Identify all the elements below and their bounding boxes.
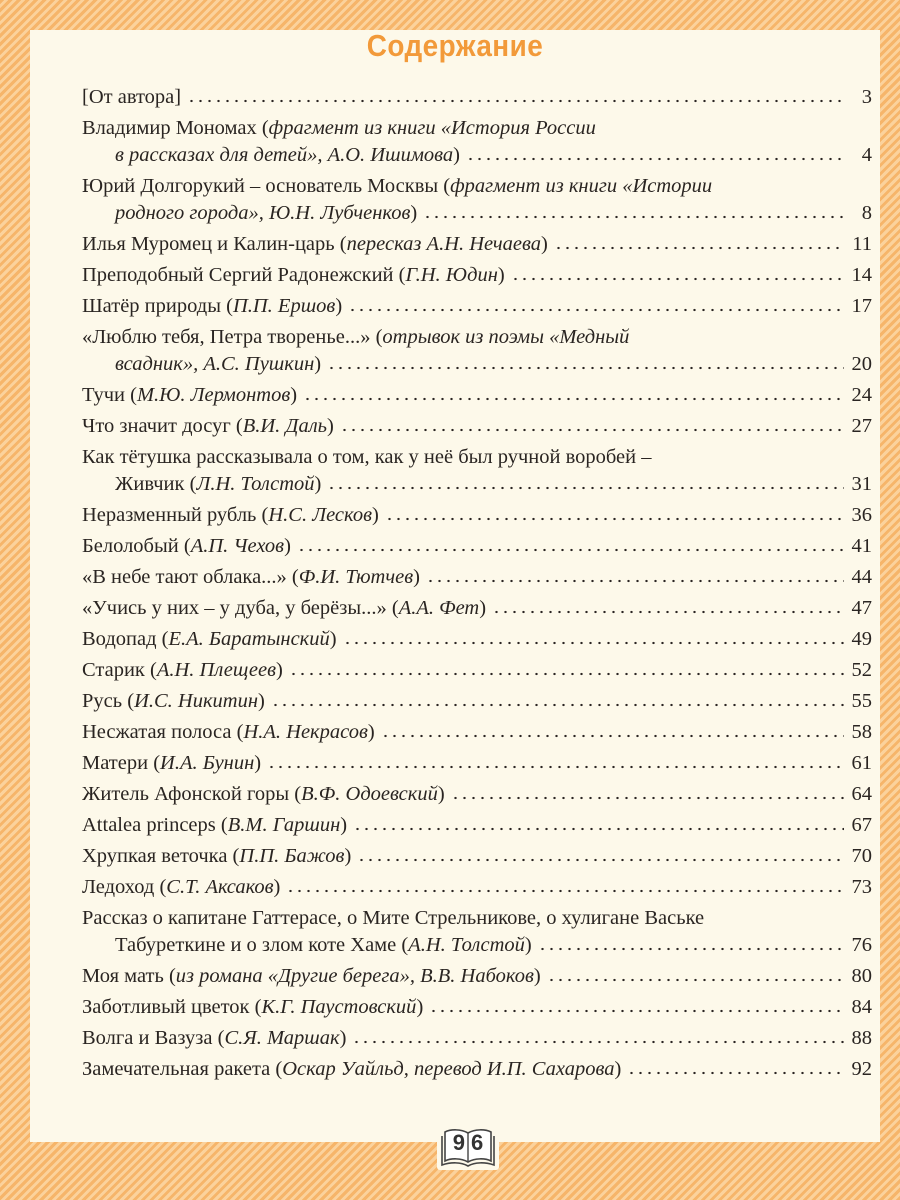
dot-leader bbox=[343, 641, 844, 645]
toc-entry-title: ) bbox=[410, 202, 418, 224]
toc-entry-title: ) bbox=[327, 415, 334, 437]
dot-leader bbox=[451, 796, 844, 800]
toc-entry bbox=[82, 84, 872, 111]
toc-entry-title: ) bbox=[339, 1027, 347, 1049]
dot-leader bbox=[286, 889, 844, 893]
toc-entry-title: ) bbox=[479, 597, 487, 619]
toc-entry-line bbox=[82, 626, 872, 653]
toc-entry-title: Владимир Мономах ( bbox=[82, 117, 269, 139]
toc-entry bbox=[82, 719, 872, 746]
toc-entry bbox=[82, 657, 872, 684]
toc-entry-title: ) bbox=[413, 566, 420, 588]
dot-leader bbox=[492, 610, 844, 614]
toc-page-number: 41 bbox=[851, 535, 872, 557]
toc-entry-note: П.П. Ершов bbox=[232, 295, 336, 317]
dot-leader bbox=[297, 548, 844, 552]
toc-entry-title: Тучи ( bbox=[82, 384, 137, 406]
toc-entry-title: Житель Афонской горы ( bbox=[82, 783, 302, 805]
toc-entry-note: И.С. Никитин bbox=[134, 690, 259, 712]
toc-entry-note: В.И. Даль bbox=[242, 415, 327, 437]
toc-entry bbox=[82, 262, 872, 289]
toc-page-number: 8 bbox=[861, 202, 872, 224]
toc-entry-line bbox=[82, 142, 872, 169]
toc-entry-title: Attalea princeps ( bbox=[82, 814, 228, 836]
table-of-contents bbox=[82, 84, 872, 1087]
toc-entry-note: фрагмент из книги «Истории bbox=[450, 175, 713, 197]
toc-entry-title: ) bbox=[284, 535, 291, 557]
toc-page-number: 73 bbox=[851, 876, 872, 898]
toc-entry-title: ) bbox=[453, 144, 460, 166]
toc-entry-note: А.Н. Плещеев bbox=[156, 659, 276, 681]
dot-leader bbox=[426, 579, 844, 583]
toc-entry-line bbox=[82, 1025, 872, 1052]
toc-entry-title: Старик ( bbox=[82, 659, 157, 681]
toc-entry-title: ) bbox=[335, 295, 343, 317]
toc-entry-line bbox=[82, 564, 872, 591]
page-number-badge bbox=[437, 1124, 499, 1170]
toc-entry-title: Илья Муромец и Калин-царь ( bbox=[82, 233, 347, 255]
toc-entry bbox=[82, 994, 872, 1021]
toc-entry-title: ) bbox=[290, 384, 298, 406]
toc-entry-line bbox=[82, 324, 872, 351]
toc-entry-title: ) bbox=[524, 934, 532, 956]
dot-leader bbox=[303, 397, 844, 401]
dot-leader bbox=[340, 428, 844, 432]
toc-entry bbox=[82, 564, 872, 591]
toc-entry-line bbox=[82, 719, 872, 746]
dot-leader bbox=[357, 858, 844, 862]
toc-entry bbox=[82, 382, 872, 409]
toc-entry-line bbox=[82, 874, 872, 901]
dot-leader bbox=[348, 308, 844, 312]
toc-page-number: 4 bbox=[861, 144, 872, 166]
toc-entry-title: Что значит досуг ( bbox=[82, 415, 243, 437]
toc-entry-title: ) bbox=[541, 233, 548, 255]
toc-entry-title: «Учись у них – у дуба, у берёзы...» ( bbox=[82, 597, 399, 619]
toc-entry bbox=[82, 874, 872, 901]
dot-leader bbox=[187, 99, 844, 103]
toc-page-number: 61 bbox=[851, 752, 872, 774]
dot-leader bbox=[554, 246, 844, 250]
toc-entry bbox=[82, 444, 872, 498]
toc-entry bbox=[82, 595, 872, 622]
toc-entry-note: А.Н. Толстой bbox=[408, 934, 525, 956]
toc-entry-line bbox=[82, 413, 872, 440]
dot-leader bbox=[466, 157, 844, 161]
toc-page-number: 20 bbox=[851, 353, 872, 375]
toc-entry-note: Ф.И. Тютчев bbox=[298, 566, 414, 588]
dot-leader bbox=[547, 978, 844, 982]
toc-entry-line bbox=[82, 812, 872, 839]
toc-entry-title: Водопад ( bbox=[82, 628, 169, 650]
toc-page-number: 80 bbox=[851, 965, 872, 987]
toc-entry-title: Матери ( bbox=[82, 752, 161, 774]
toc-entry-title: Живчик ( bbox=[115, 473, 197, 495]
toc-entry-title: ) bbox=[314, 353, 322, 375]
toc-entry bbox=[82, 963, 872, 990]
toc-entry-title: [От автора] bbox=[82, 86, 182, 108]
toc-entry-title: Моя мать ( bbox=[82, 965, 176, 987]
toc-entry-title: Хрупкая веточка ( bbox=[82, 845, 240, 867]
toc-entry-title: ) bbox=[497, 264, 505, 286]
toc-entry bbox=[82, 231, 872, 258]
toc-entry-title: Замечательная ракета ( bbox=[82, 1058, 283, 1080]
toc-entry-line bbox=[82, 293, 872, 320]
toc-page-number: 52 bbox=[851, 659, 872, 681]
toc-entry-title: ) bbox=[273, 876, 281, 898]
toc-entry-title: Табуреткине и о злом коте Хаме ( bbox=[115, 934, 409, 956]
toc-entry-note: Н.А. Некрасов bbox=[243, 721, 368, 743]
toc-entry-line bbox=[82, 351, 872, 378]
toc-entry-note: А.А. Фет bbox=[398, 597, 480, 619]
toc-entry bbox=[82, 781, 872, 808]
toc-page-number: 84 bbox=[851, 996, 872, 1018]
toc-entry-line bbox=[82, 84, 872, 111]
toc-entry-note: Е.А. Баратынский bbox=[168, 628, 330, 650]
toc-entry-note: в рассказах для детей», А.О. Ишимова bbox=[115, 144, 454, 166]
toc-entry-title: Белолобый ( bbox=[82, 535, 191, 557]
toc-entry-title: Ледоход ( bbox=[82, 876, 167, 898]
page bbox=[30, 30, 880, 1142]
toc-page-number: 64 bbox=[851, 783, 872, 805]
toc-entry bbox=[82, 502, 872, 529]
toc-entry-title: Как тётушка рассказывала о том, как у неё был ручной воробей – bbox=[82, 446, 652, 468]
toc-entry bbox=[82, 293, 872, 320]
toc-entry bbox=[82, 843, 872, 870]
toc-entry bbox=[82, 1025, 872, 1052]
toc-entry-title: Волга и Вазуза ( bbox=[82, 1027, 225, 1049]
toc-entry-line bbox=[82, 1056, 872, 1083]
toc-entry-note: из романа «Другие берега», В.В. Набоков bbox=[175, 965, 534, 987]
toc-entry-line bbox=[82, 994, 872, 1021]
toc-page-number: 3 bbox=[861, 86, 872, 108]
toc-entry-title: Неразменный рубль ( bbox=[82, 504, 269, 526]
toc-entry-title: Преподобный Сергий Радонежский ( bbox=[82, 264, 406, 286]
toc-entry-note: Л.Н. Толстой bbox=[196, 473, 315, 495]
toc-entry-title: ) bbox=[340, 814, 348, 836]
toc-page-number: 36 bbox=[851, 504, 872, 526]
toc-page-number: 17 bbox=[851, 295, 872, 317]
toc-entry-line bbox=[82, 115, 872, 142]
dot-leader bbox=[353, 827, 844, 831]
dot-leader bbox=[381, 734, 844, 738]
toc-entry-title: Русь ( bbox=[82, 690, 135, 712]
toc-entry-note: Оскар Уайльд, перевод И.П. Сахарова bbox=[282, 1058, 615, 1080]
toc-entry bbox=[82, 1056, 872, 1083]
toc-entry-title: Юрий Долгорукий – основатель Москвы ( bbox=[82, 175, 451, 197]
toc-entry-note: пересказ А.Н. Нечаева bbox=[346, 233, 542, 255]
toc-entry bbox=[82, 173, 872, 227]
toc-page-number: 47 bbox=[851, 597, 872, 619]
dot-leader bbox=[385, 517, 844, 521]
toc-entry-note: С.Я. Маршак bbox=[224, 1027, 340, 1049]
dot-leader bbox=[352, 1040, 844, 1044]
toc-entry-line bbox=[82, 932, 872, 959]
toc-entry bbox=[82, 812, 872, 839]
toc-entry bbox=[82, 413, 872, 440]
toc-entry-line bbox=[82, 905, 872, 932]
toc-entry-title: ) bbox=[314, 473, 322, 495]
dot-leader bbox=[423, 215, 844, 219]
toc-entry-title: ) bbox=[416, 996, 424, 1018]
toc-entry-title: ) bbox=[344, 845, 352, 867]
toc-entry-line bbox=[82, 843, 872, 870]
toc-page-number: 31 bbox=[851, 473, 872, 495]
toc-entry-note: родного города», Ю.Н. Лубченков bbox=[115, 202, 411, 224]
toc-entry bbox=[82, 750, 872, 777]
toc-entry-note: В.М. Гаршин bbox=[227, 814, 341, 836]
dot-leader bbox=[327, 486, 844, 490]
toc-entry-line bbox=[82, 262, 872, 289]
toc-entry bbox=[82, 533, 872, 560]
toc-entry-title: Рассказ о капитане Гаттерасе, о Мите Стрельникове, о хулигане Ваське bbox=[82, 907, 705, 929]
toc-entry-line bbox=[82, 688, 872, 715]
toc-entry bbox=[82, 905, 872, 959]
dot-leader bbox=[267, 765, 844, 769]
toc-entry-line bbox=[82, 533, 872, 560]
toc-page-number: 27 bbox=[851, 415, 872, 437]
toc-entry-line bbox=[82, 382, 872, 409]
toc-entry-title: Заботливый цветок ( bbox=[82, 996, 262, 1018]
toc-entry-line bbox=[82, 781, 872, 808]
toc-entry-title: ) bbox=[437, 783, 445, 805]
toc-entry-note: В.Ф. Одоевский bbox=[301, 783, 438, 805]
toc-entry-line bbox=[82, 963, 872, 990]
toc-page-number: 44 bbox=[851, 566, 872, 588]
toc-entry-title: ) bbox=[254, 752, 262, 774]
dot-leader bbox=[511, 277, 844, 281]
toc-entry bbox=[82, 626, 872, 653]
toc-page-number: 92 bbox=[851, 1058, 872, 1080]
toc-page-number: 76 bbox=[851, 934, 872, 956]
toc-page-number: 88 bbox=[851, 1027, 872, 1049]
toc-entry bbox=[82, 115, 872, 169]
toc-entry-line bbox=[82, 444, 872, 471]
toc-entry bbox=[82, 324, 872, 378]
toc-entry-note: П.П. Бажов bbox=[239, 845, 345, 867]
toc-entry-title: ) bbox=[614, 1058, 622, 1080]
toc-entry-title: ) bbox=[329, 628, 337, 650]
page-number: 96 bbox=[452, 1130, 490, 1155]
dot-leader bbox=[327, 366, 844, 370]
toc-entry-title: Несжатая полоса ( bbox=[82, 721, 244, 743]
toc-entry-title: ) bbox=[258, 690, 265, 712]
toc-entry-note: Г.Н. Юдин bbox=[405, 264, 498, 286]
toc-page-number: 70 bbox=[851, 845, 872, 867]
toc-entry-title: ) bbox=[367, 721, 375, 743]
toc-entry-line bbox=[82, 502, 872, 529]
toc-entry-line bbox=[82, 231, 872, 258]
toc-entry-note: отрывок из поэмы «Медный bbox=[382, 326, 630, 348]
toc-entry-line bbox=[82, 750, 872, 777]
toc-entry-note: фрагмент из книги «История России bbox=[268, 117, 596, 139]
toc-page-number: 55 bbox=[851, 690, 872, 712]
toc-entry-title: «Люблю тебя, Петра творенье...» ( bbox=[82, 326, 383, 348]
toc-page-number: 11 bbox=[852, 233, 872, 255]
toc-entry-title: ) bbox=[371, 504, 379, 526]
toc-entry-title: «В небе тают облака...» ( bbox=[82, 566, 299, 588]
toc-page-number: 24 bbox=[851, 384, 872, 406]
toc-entry-note: Н.С. Лесков bbox=[268, 504, 372, 526]
toc-entry-note: А.П. Чехов bbox=[190, 535, 285, 557]
toc-page-number: 14 bbox=[851, 264, 872, 286]
toc-entry-line bbox=[82, 471, 872, 498]
dot-leader bbox=[538, 947, 844, 951]
toc-entry-title: ) bbox=[533, 965, 541, 987]
toc-page-number: 58 bbox=[851, 721, 872, 743]
dot-leader bbox=[627, 1071, 844, 1075]
toc-page-number: 49 bbox=[851, 628, 872, 650]
page-title: Содержание bbox=[366, 28, 544, 63]
toc-entry-line bbox=[82, 657, 872, 684]
toc-page-number: 67 bbox=[851, 814, 872, 836]
toc-entry-line bbox=[82, 200, 872, 227]
dot-leader bbox=[289, 672, 844, 676]
toc-entry-note: всадник», А.С. Пушкин bbox=[115, 353, 315, 375]
toc-entry-line bbox=[82, 595, 872, 622]
toc-entry-line bbox=[82, 173, 872, 200]
dot-leader bbox=[429, 1009, 844, 1013]
dot-leader bbox=[271, 703, 844, 707]
toc-entry-title: Шатёр природы ( bbox=[82, 295, 233, 317]
toc-entry-note: И.А. Бунин bbox=[160, 752, 255, 774]
toc-entry bbox=[82, 688, 872, 715]
toc-entry-note: М.Ю. Лермонтов bbox=[136, 384, 291, 406]
toc-entry-title: ) bbox=[275, 659, 283, 681]
toc-entry-note: К.Г. Паустовский bbox=[261, 996, 417, 1018]
toc-entry-note: С.Т. Аксаков bbox=[166, 876, 274, 898]
